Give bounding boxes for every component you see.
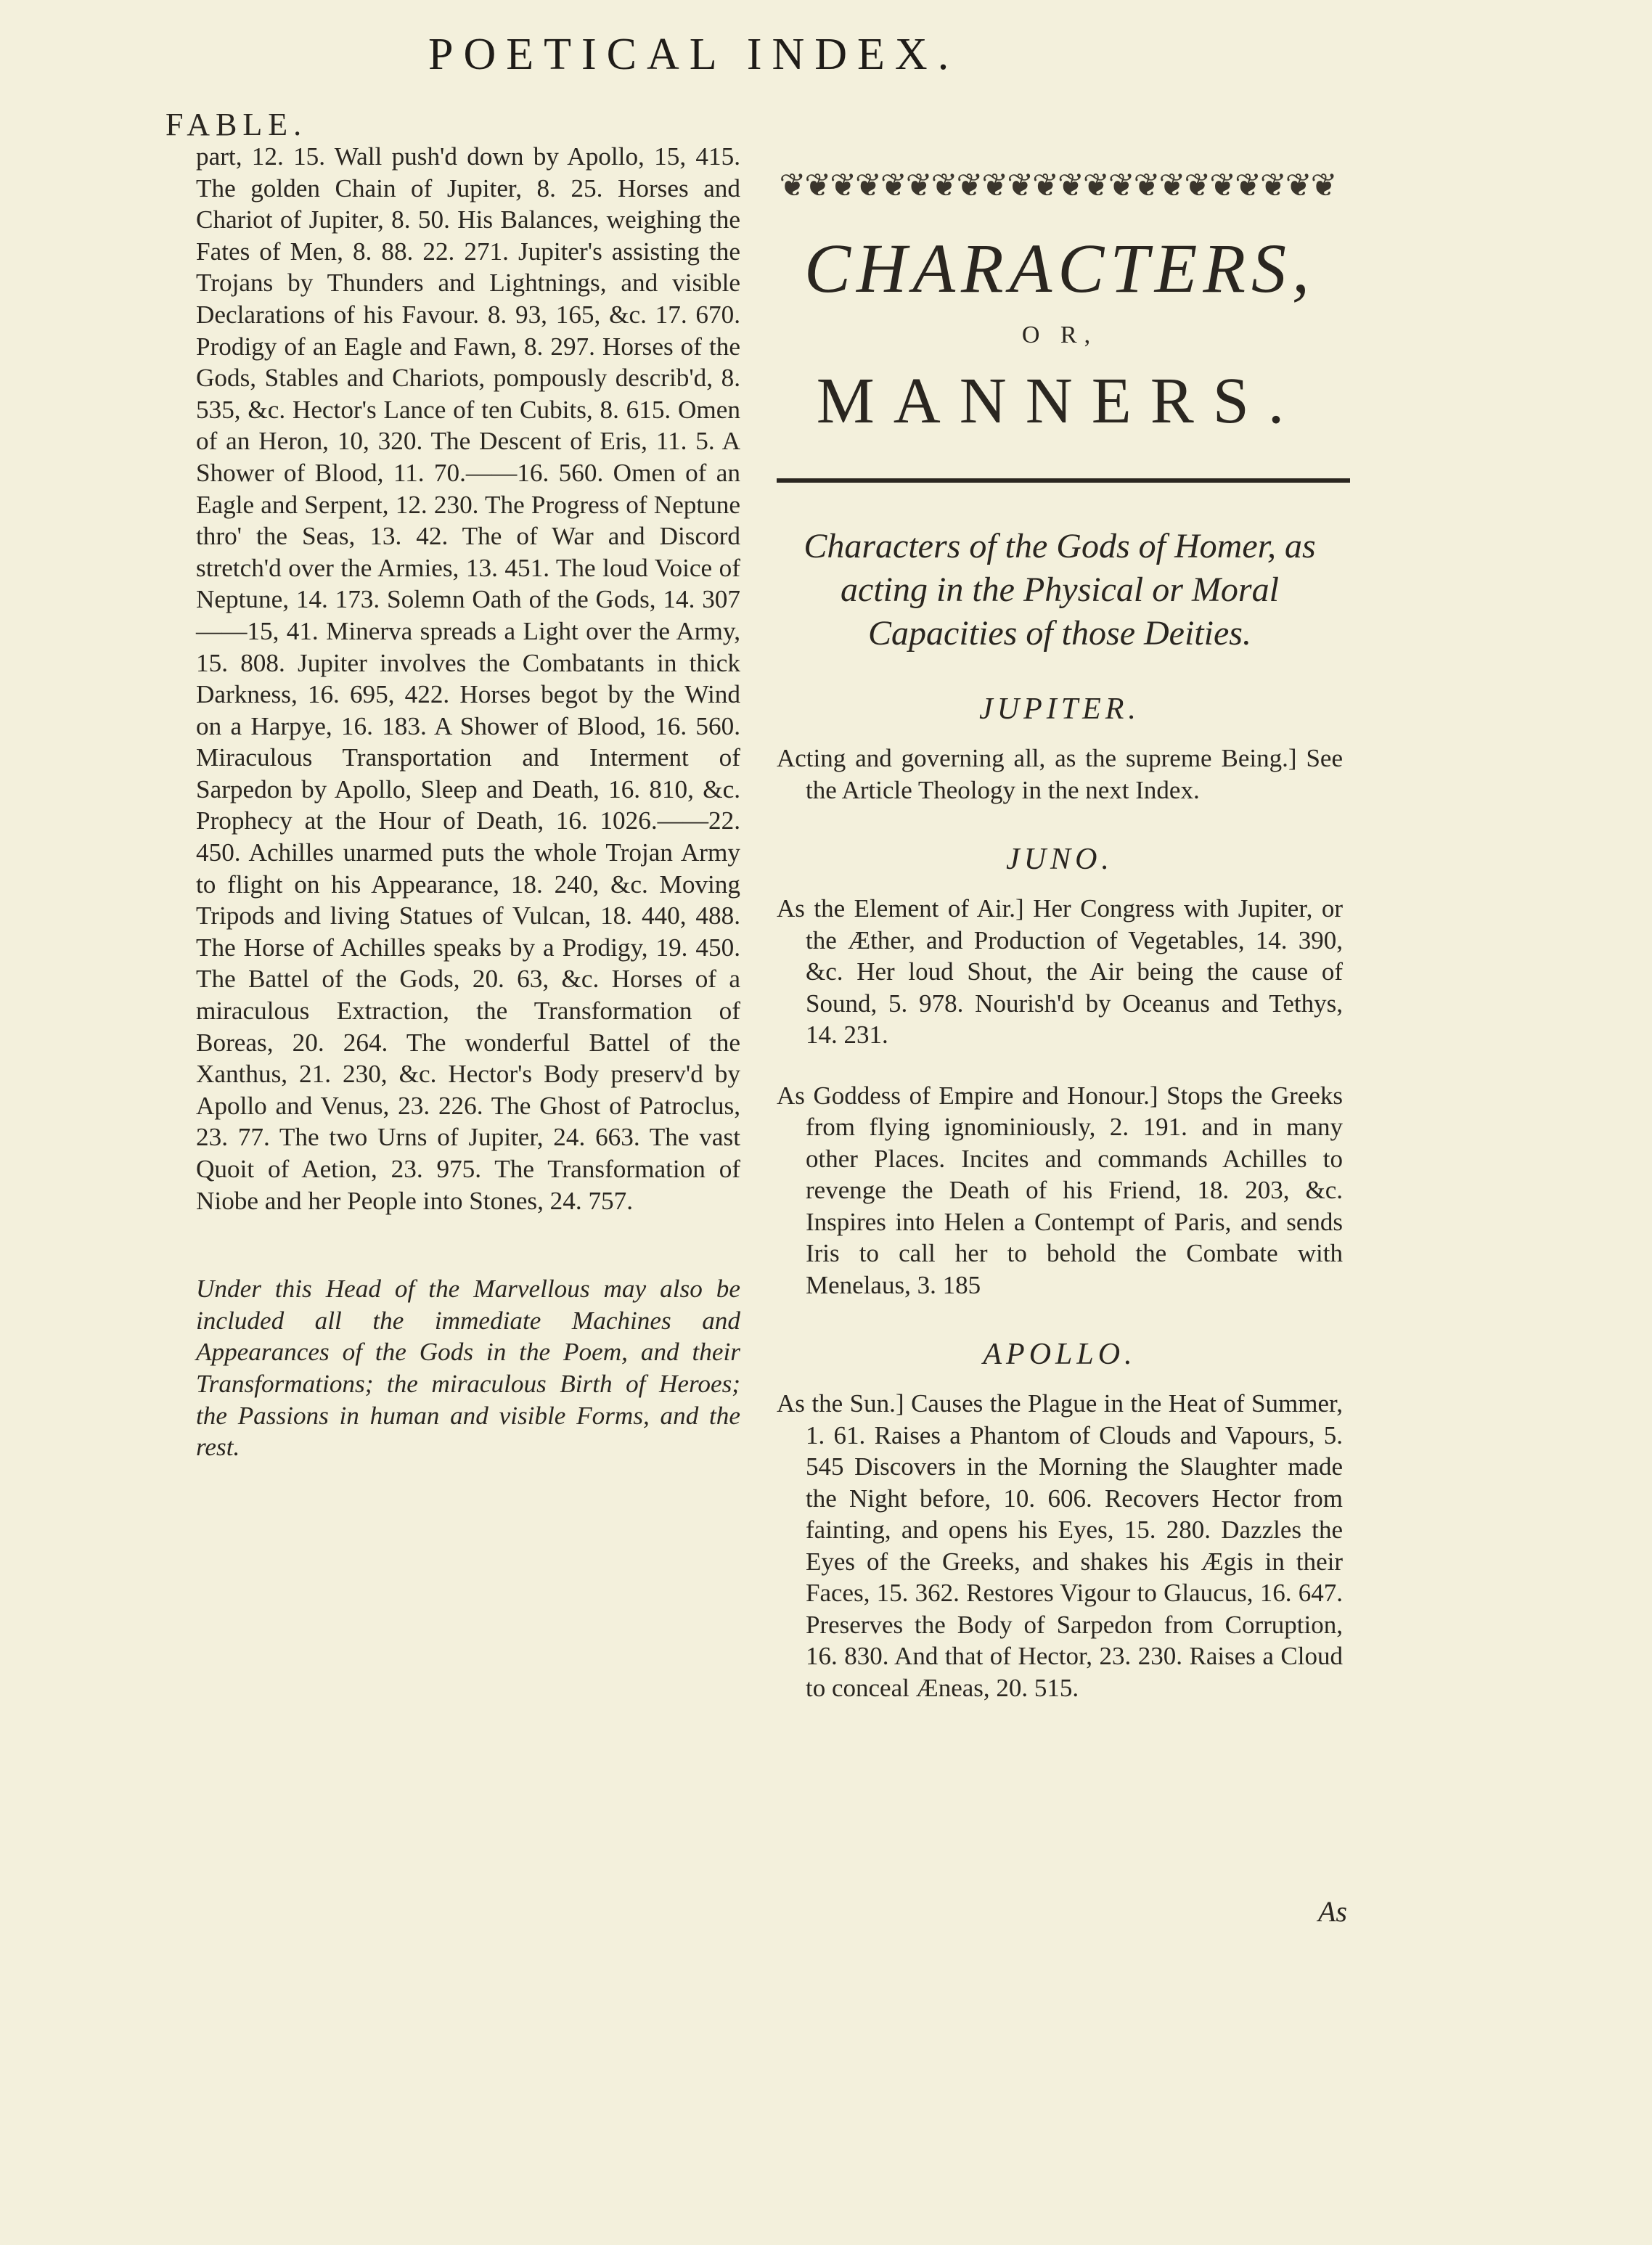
- apollo-entry-sun: As the Sun.] Causes the Plague in the Heat of Summer, 1. 61. Raises a Phantom of Clouds and Vapours, 5. 545 Discovers in the Morning the Slaughter made the Night before, 10. 606. Recovers Hector from fainting, and opens his Eyes, 15. 280. Dazzles the Eyes of the Greeks, and shakes his Ægis in their Faces, 15. 362. Restores Vigour to Glaucus, 16. 647. Preserves the Body of Sarpedon from Corruption, 16. 830. And that of Hector, 23. 230. Raises a Cloud to conceal Æneas, 20. 515.: [777, 1389, 1343, 1702]
- deity-heading-juno: JUNO.: [1006, 843, 1113, 876]
- deity-heading-apollo: APOLLO.: [983, 1338, 1137, 1371]
- or-connector: O R,: [1021, 322, 1098, 348]
- right-column: [777, 167, 1343, 1704]
- catchword: As: [1318, 1895, 1347, 1928]
- section-subtitle: Characters of the Gods of Homer, as acting in the Physical or Moral Capacities of those Deities.: [803, 527, 1316, 653]
- running-head: POETICAL INDEX.: [428, 30, 960, 79]
- jupiter-entry: Acting and governing all, as the supreme Being.] See the Article Theology in the next Index.: [777, 744, 1343, 804]
- marvellous-note: Under this Head of the Marvellous may also be included all the immediate Machines and Appearances of the Gods in the Poem, and their Transformations; the miraculous Birth of Heroes; the Passions in human and visible Forms, and the rest.: [196, 1275, 740, 1462]
- juno-entry-air: As the Element of Air.] Her Congress with Jupiter, or the Æther, and Production of Vegetables, 14. 390, &c. Her loud Shout, the Air being the cause of Sound, 5. 978. Nourish'd by Oceanus and Tethys, 14. 231.: [777, 894, 1343, 1049]
- juno-entry-empire: As Goddess of Empire and Honour.] Stops the Greeks from flying ignominiously, 2. 191. and in many other Places. Incites and commands Achilles to revenge the Death of his Friend, 18. 203, &c. Inspires into Helen a Contempt of Paris, and sends Iris to call her to behold the Combate with Menelaus, 3. 185: [777, 1081, 1343, 1299]
- left-column: [160, 109, 740, 1463]
- characters-title: CHARACTERS,: [804, 229, 1315, 307]
- horizontal-rule: [777, 478, 1350, 483]
- ornamental-band: ❦❦❦❦❦❦❦❦❦❦❦❦❦❦❦❦❦❦❦❦❦❦: [779, 168, 1336, 203]
- fable-heading: FABLE.: [165, 107, 308, 142]
- fable-entry-text: part, 12. 15. Wall push'd down by Apollo, 15, 415. The golden Chain of Jupiter, 8. 25. Horses and Chariot of Jupiter, 8. 50. His Balances, weighing the Fates of Men, 8. 88. 22. 271. Jupiter's assisting the Trojans by Thunders and Lightnings, and visible Declarations of his Favour. 8. 93, 165, &c. 17. 670. Prodigy of an Eagle and Fawn, 8. 297. Horses of the Gods, Stables and Chariots, pompously describ'd, 8. 535, &c. Hector's Lance of ten Cubits, 8. 615. Omen of an Heron, 10, 320. The Descent of Eris, 11. 5. A Shower of Blood, 11. 70.——16. 560. Omen of an Eagle and Serpent, 12. 230. The Progress of Neptune thro' the Seas, 13. 42. The of War and Discord stretch'd over the Armies, 13. 451. The loud Voice of Neptune, 14. 173. Solemn Oath of the Gods, 14. 307——15, 41. Minerva spreads a Light over the Army, 15. 808. Jupiter involves the Combatants in thick Darkness, 16. 695, 422. Horses begot by the Wind on a Harpye, 16. 183. A Shower of Blood, 16. 560. Miraculous Transportation and Interment of Sarpedon by Apollo, Sleep and Death, 16. 810, &c. Prophecy at the Hour of Death, 16. 1026.——22. 450. Achilles unarmed puts the whole Trojan Army to flight on his Appearance, 18. 240, &c. Moving Tripods and living Statues of Vulcan, 18. 440, 488. The Horse of Achilles speaks by a Prodigy, 19. 450. The Battel of the Gods, 20. 63, &c. Horses of a miraculous Extraction, the Transformation of Boreas, 20. 264. The wonderful Battel of the Xanthus, 21. 230, &c. Hector's Body preserv'd by Apollo and Venus, 23. 226. The Ghost of Patroclus, 23. 77. The two Urns of Jupiter, 24. 663. The vast Quoit of Aetion, 23. 975. The Transformation of Niobe and her People into Stones, 24. 757.: [196, 142, 740, 1215]
- manners-title: MANNERS.: [816, 365, 1304, 437]
- deity-heading-jupiter: JUPITER.: [979, 692, 1140, 726]
